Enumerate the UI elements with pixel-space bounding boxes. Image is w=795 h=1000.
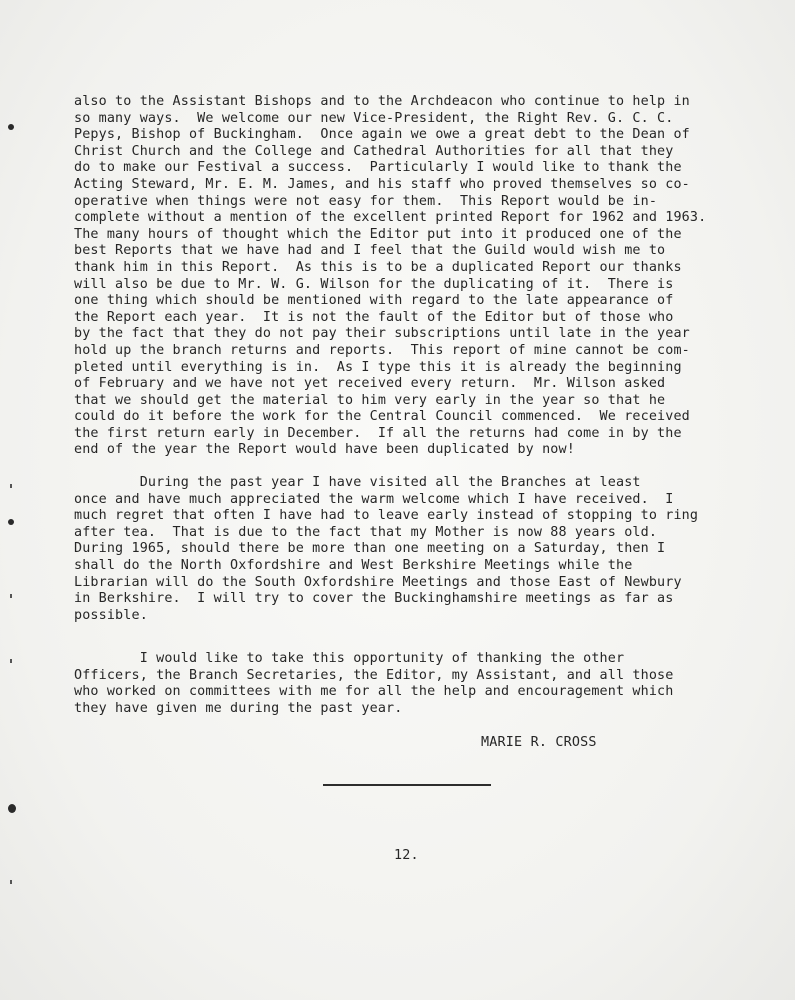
text-line: that we should get the material to him very early in the year so that he xyxy=(74,392,666,408)
text-line: who worked on committees with me for all the help and encouragement which xyxy=(74,684,674,700)
text-line: Librarian will do the South Oxfordshire Meetings and those East of Newbury xyxy=(74,574,682,590)
text-line: I would like to take this opportunity of thanking the other xyxy=(74,651,625,666)
text-line: Christ Church and the College and Cathedral Authorities for all that they xyxy=(74,143,674,159)
text-line: do to make our Festival a success. Particularly I would like to thank the xyxy=(74,160,682,176)
divider-rule xyxy=(323,784,491,786)
punch-hole xyxy=(8,804,16,813)
paragraph-3 xyxy=(74,651,784,717)
text-line: the Report each year. It is not the fault of the Editor but of those who xyxy=(74,309,674,325)
text-line: Acting Steward, Mr. E. M. James, and his staff who proved themselves so co- xyxy=(74,176,690,192)
text-line: in Berkshire. I will try to cover the Buckinghamshire meetings as far as xyxy=(74,591,674,607)
text-line: complete without a mention of the excellent printed Report for 1962 and 1963. xyxy=(74,210,707,226)
punch-hole xyxy=(8,124,14,130)
paragraph-2 xyxy=(74,475,784,624)
text-line: During the past year I have visited all the Branches at least xyxy=(74,475,641,490)
text-line: Pepys, Bishop of Buckingham. Once again we owe a great debt to the Dean of xyxy=(74,127,690,143)
text-line: will also be due to Mr. W. G. Wilson for the duplicating of it. There is xyxy=(74,276,674,292)
text-line: pleted until everything is in. As I type this it is already the beginning xyxy=(74,359,682,375)
signature: MARIE R. CROSS xyxy=(481,735,597,750)
text-line: after tea. That is due to the fact that my Mother is now 88 years old. xyxy=(74,524,658,540)
text-line: shall do the North Oxfordshire and West Berkshire Meetings while the xyxy=(74,557,633,573)
margin-mark xyxy=(10,484,12,488)
text-line: operative when things were not easy for them. This Report would be in- xyxy=(74,193,658,209)
text-line: the first return early in December. If all the returns had come in by the xyxy=(74,425,682,441)
text-line: hold up the branch returns and reports. This report of mine cannot be com- xyxy=(74,342,690,358)
margin-mark xyxy=(10,594,12,598)
text-line: by the fact that they do not pay their subscriptions until late in the year xyxy=(74,326,690,342)
text-line: could do it before the work for the Central Council commenced. We received xyxy=(74,409,690,425)
text-line: The many hours of thought which the Editor put into it produced one of the xyxy=(74,226,682,242)
text-line: During 1965, should there be more than one meeting on a Saturday, then I xyxy=(74,541,666,557)
text-line: one thing which should be mentioned with regard to the late appearance of xyxy=(74,293,674,309)
text-line: so many ways. We welcome our new Vice-President, the Right Rev. G. C. C. xyxy=(74,110,674,126)
text-line: possible. xyxy=(74,607,148,623)
text-line: much regret that often I have had to leave early instead of stopping to ring xyxy=(74,508,699,524)
text-line: end of the year the Report would have been duplicated by now! xyxy=(74,442,575,458)
text-line: they have given me during the past year. xyxy=(74,700,403,716)
text-line: also to the Assistant Bishops and to the Archdeacon who continue to help in xyxy=(74,94,690,109)
text-line: Officers, the Branch Secretaries, the Editor, my Assistant, and all those xyxy=(74,667,674,683)
page-number: 12. xyxy=(394,848,419,863)
margin-mark xyxy=(10,659,12,663)
text-line: best Reports that we have had and I feel that the Guild would wish me to xyxy=(74,243,666,259)
text-line: of February and we have not yet received every return. Mr. Wilson asked xyxy=(74,376,666,392)
margin-mark xyxy=(10,880,12,884)
punch-hole xyxy=(8,519,14,525)
text-line: thank him in this Report. As this is to be a duplicated Report our thanks xyxy=(74,259,682,275)
text-line: once and have much appreciated the warm welcome which I have received. I xyxy=(74,491,674,507)
paragraph-1 xyxy=(74,94,784,459)
